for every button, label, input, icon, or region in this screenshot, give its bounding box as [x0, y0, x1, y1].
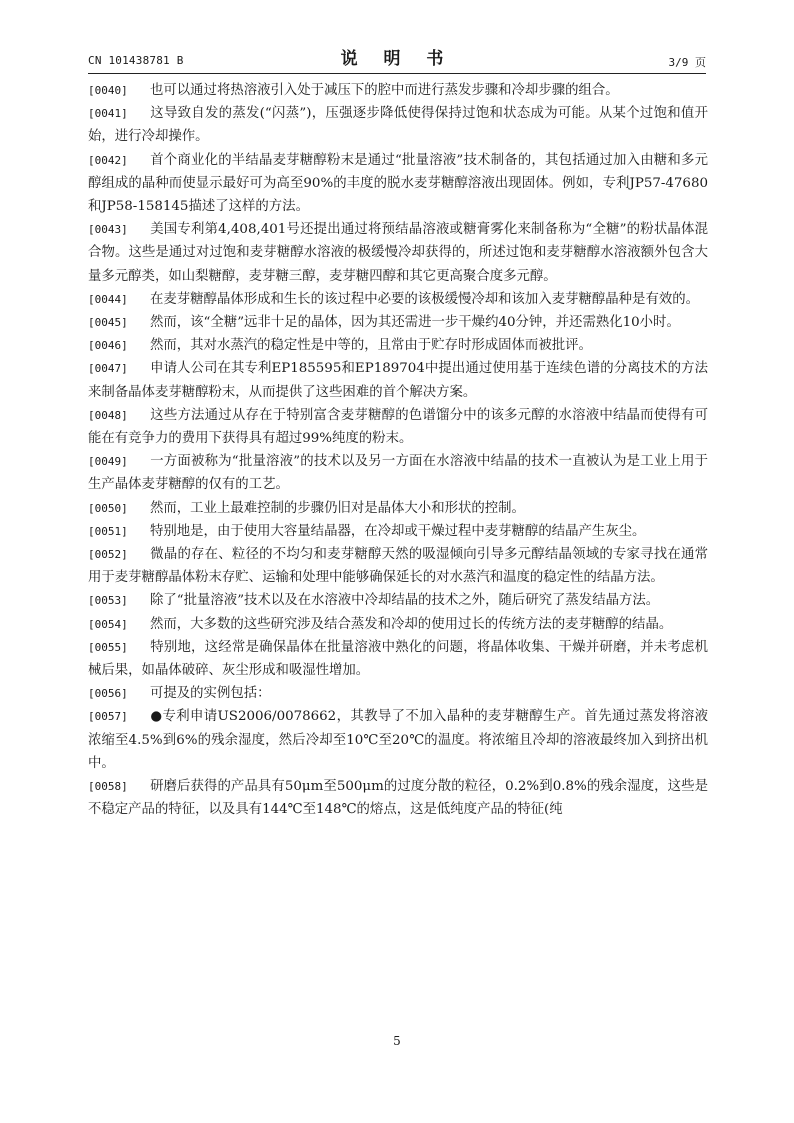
- paragraph-0049: [88, 450, 708, 496]
- paragraph-0042: [88, 149, 708, 219]
- paragraph-number: [0046]: [88, 339, 128, 353]
- document-body: [88, 79, 708, 822]
- paragraph-number: [0050]: [88, 501, 128, 515]
- paragraph-number: [0045]: [88, 316, 128, 330]
- paragraph-text: 可提及的实例包括：: [150, 686, 271, 702]
- paragraph-number: [0054]: [88, 617, 128, 631]
- paragraph-0048: [88, 404, 708, 450]
- paragraph-text: 除了“批量溶液”技术以及在水溶液中冷却结晶的技术之外，随后研究了蒸发结晶方法。: [150, 593, 660, 609]
- paragraph-number: [0058]: [88, 780, 128, 794]
- paragraph-0047: [88, 357, 708, 403]
- paragraph-0040: [88, 79, 708, 102]
- paragraph-text: 美国专利第4,408,401号还提出通过将预结晶溶液或糖膏雾化来制备称为“全糖”的粉状晶体混合物。这些是通过对过饱和麦芽糖醇水溶液的极缓慢冷却获得的，所述过饱和麦芽糖醇水溶液额外包含大量多元醇类，如山梨糖醇，麦芽糖三醇，麦芽糖四醇和其它更高聚合度多元醇。: [88, 222, 708, 284]
- page-header: [88, 44, 706, 70]
- paragraph-0043: [88, 218, 708, 288]
- paragraph-number: [0048]: [88, 408, 128, 422]
- document-title: 说 明 书: [340, 49, 454, 69]
- paragraph-0057: [88, 705, 708, 775]
- paragraph-text: 然而，其对水蒸汽的稳定性是中等的，且常由于贮存时形成固体而被批评。: [150, 338, 592, 354]
- paragraph-text: 特别地，这经常是确保晶体在批量溶液中熟化的问题，将晶体收集、干燥并研磨，并未考虑机械后果，如晶体破碎、灰尘形成和吸湿性增加。: [88, 639, 708, 679]
- paragraph-0052: [88, 543, 708, 589]
- page-indicator: 3/9 页: [668, 56, 706, 69]
- paragraph-number: [0053]: [88, 594, 128, 608]
- paragraph-0045: [88, 311, 708, 334]
- paragraph-0041: [88, 102, 708, 148]
- paragraph-number: [0052]: [88, 548, 128, 562]
- paragraph-text: 这导致自发的蒸发(“闪蒸”)，压强逐步降低使得保持过饱和状态成为可能。从某个过饱和值开始，进行冷却操作。: [88, 106, 708, 145]
- paragraph-0056: [88, 682, 708, 705]
- paragraph-number: [0041]: [88, 107, 128, 121]
- paragraph-number: [0044]: [88, 292, 128, 306]
- paragraph-text: 首个商业化的半结晶麦芽糖醇粉末是通过“批量溶液”技术制备的，其包括通过加入由糖和多元醇组成的晶种而使显示最好可为高至90%的丰度的脱水麦芽糖醇溶液出现固体。例如，专利JP57-47680和JP58-158145描述了这样的方法。: [88, 152, 708, 215]
- paragraph-text: 申请人公司在其专利EP185595和EP189704中提出通过使用基于连续色谱的分离技术的方法来制备晶体麦芽糖醇粉末，从而提供了这些困难的首个解决方案。: [88, 361, 708, 400]
- paragraph-0051: [88, 520, 708, 543]
- paragraph-text: 特别地是，由于使用大容量结晶器，在冷却或干燥过程中麦芽糖醇的结晶产生灰尘。: [150, 523, 646, 539]
- paragraph-text: ●专利申请US2006/0078662，其教导了不加入晶种的麦芽糖醇生产。首先通过蒸发将溶液浓缩至4.5%到6%的残余湿度，然后冷却至10℃至20℃的温度。将浓缩且冷却的溶液最终加入到挤出机中。: [88, 709, 708, 771]
- paragraph-0053: [88, 589, 708, 612]
- paragraph-number: [0049]: [88, 455, 128, 469]
- paragraph-text: 然而，该“全糖”远非十足的晶体，因为其还需进一步干燥约40分钟，并还需熟化10小时。: [150, 315, 680, 331]
- page-number: 5: [393, 1034, 401, 1048]
- paragraph-text: 然而，大多数的这些研究涉及结合蒸发和冷却的使用过长的传统方法的麦芽糖醇的结晶。: [150, 616, 673, 632]
- paragraph-text: 也可以通过将热溶液引入处于减压下的腔中而进行蒸发步骤和冷却步骤的组合。: [150, 83, 619, 98]
- header-rule: [88, 73, 706, 74]
- paragraph-number: [0042]: [88, 153, 128, 167]
- paragraph-number: [0051]: [88, 524, 128, 538]
- paragraph-number: [0055]: [88, 640, 128, 654]
- patent-number: CN 101438781 B: [88, 54, 184, 67]
- paragraph-text: 这些方法通过从存在于特别富含麦芽糖醇的色谱馏分中的该多元醇的水溶液中结晶而使得有可能在有竞争力的费用下获得具有超过99%纯度的粉末。: [88, 407, 708, 447]
- paragraph-number: [0057]: [88, 710, 128, 724]
- paragraph-number: [0040]: [88, 84, 128, 97]
- paragraph-number: [0047]: [88, 362, 128, 376]
- paragraph-0058: [88, 775, 708, 821]
- paragraph-0050: [88, 497, 708, 520]
- paragraph-text: 然而，工业上最难控制的步骤仍旧对是晶体大小和形状的控制。: [150, 500, 525, 516]
- paragraph-text: 微晶的存在、粒径的不均匀和麦芽糖醇天然的吸湿倾向引导多元醇结晶领域的专家寻找在通常用于麦芽糖醇晶体粉末存贮、运输和处理中能够确保延长的对水蒸汽和温度的稳定性的结晶方法。: [88, 547, 708, 586]
- paragraph-0055: [88, 636, 708, 682]
- paragraph-number: [0043]: [88, 223, 128, 237]
- paragraph-text: 研磨后获得的产品具有50μm至500μm的过度分散的粒径，0.2%到0.8%的残余湿度，这些是不稳定产品的特征，以及具有144℃至148℃的熔点，这是低纯度产品的特征(纯: [88, 779, 708, 818]
- paragraph-text: 一方面被称为“批量溶液”的技术以及另一方面在水溶液中结晶的技术一直被认为是工业上用于生产晶体麦芽糖醇的仅有的工艺。: [88, 454, 708, 493]
- paragraph-0054: [88, 613, 708, 636]
- paragraph-text: 在麦芽糖醇晶体形成和生长的该过程中必要的该极缓慢冷却和该加入麦芽糖醇晶种是有效的。: [150, 291, 700, 307]
- paragraph-0046: [88, 334, 708, 357]
- paragraph-number: [0056]: [88, 687, 128, 701]
- paragraph-0044: [88, 288, 708, 311]
